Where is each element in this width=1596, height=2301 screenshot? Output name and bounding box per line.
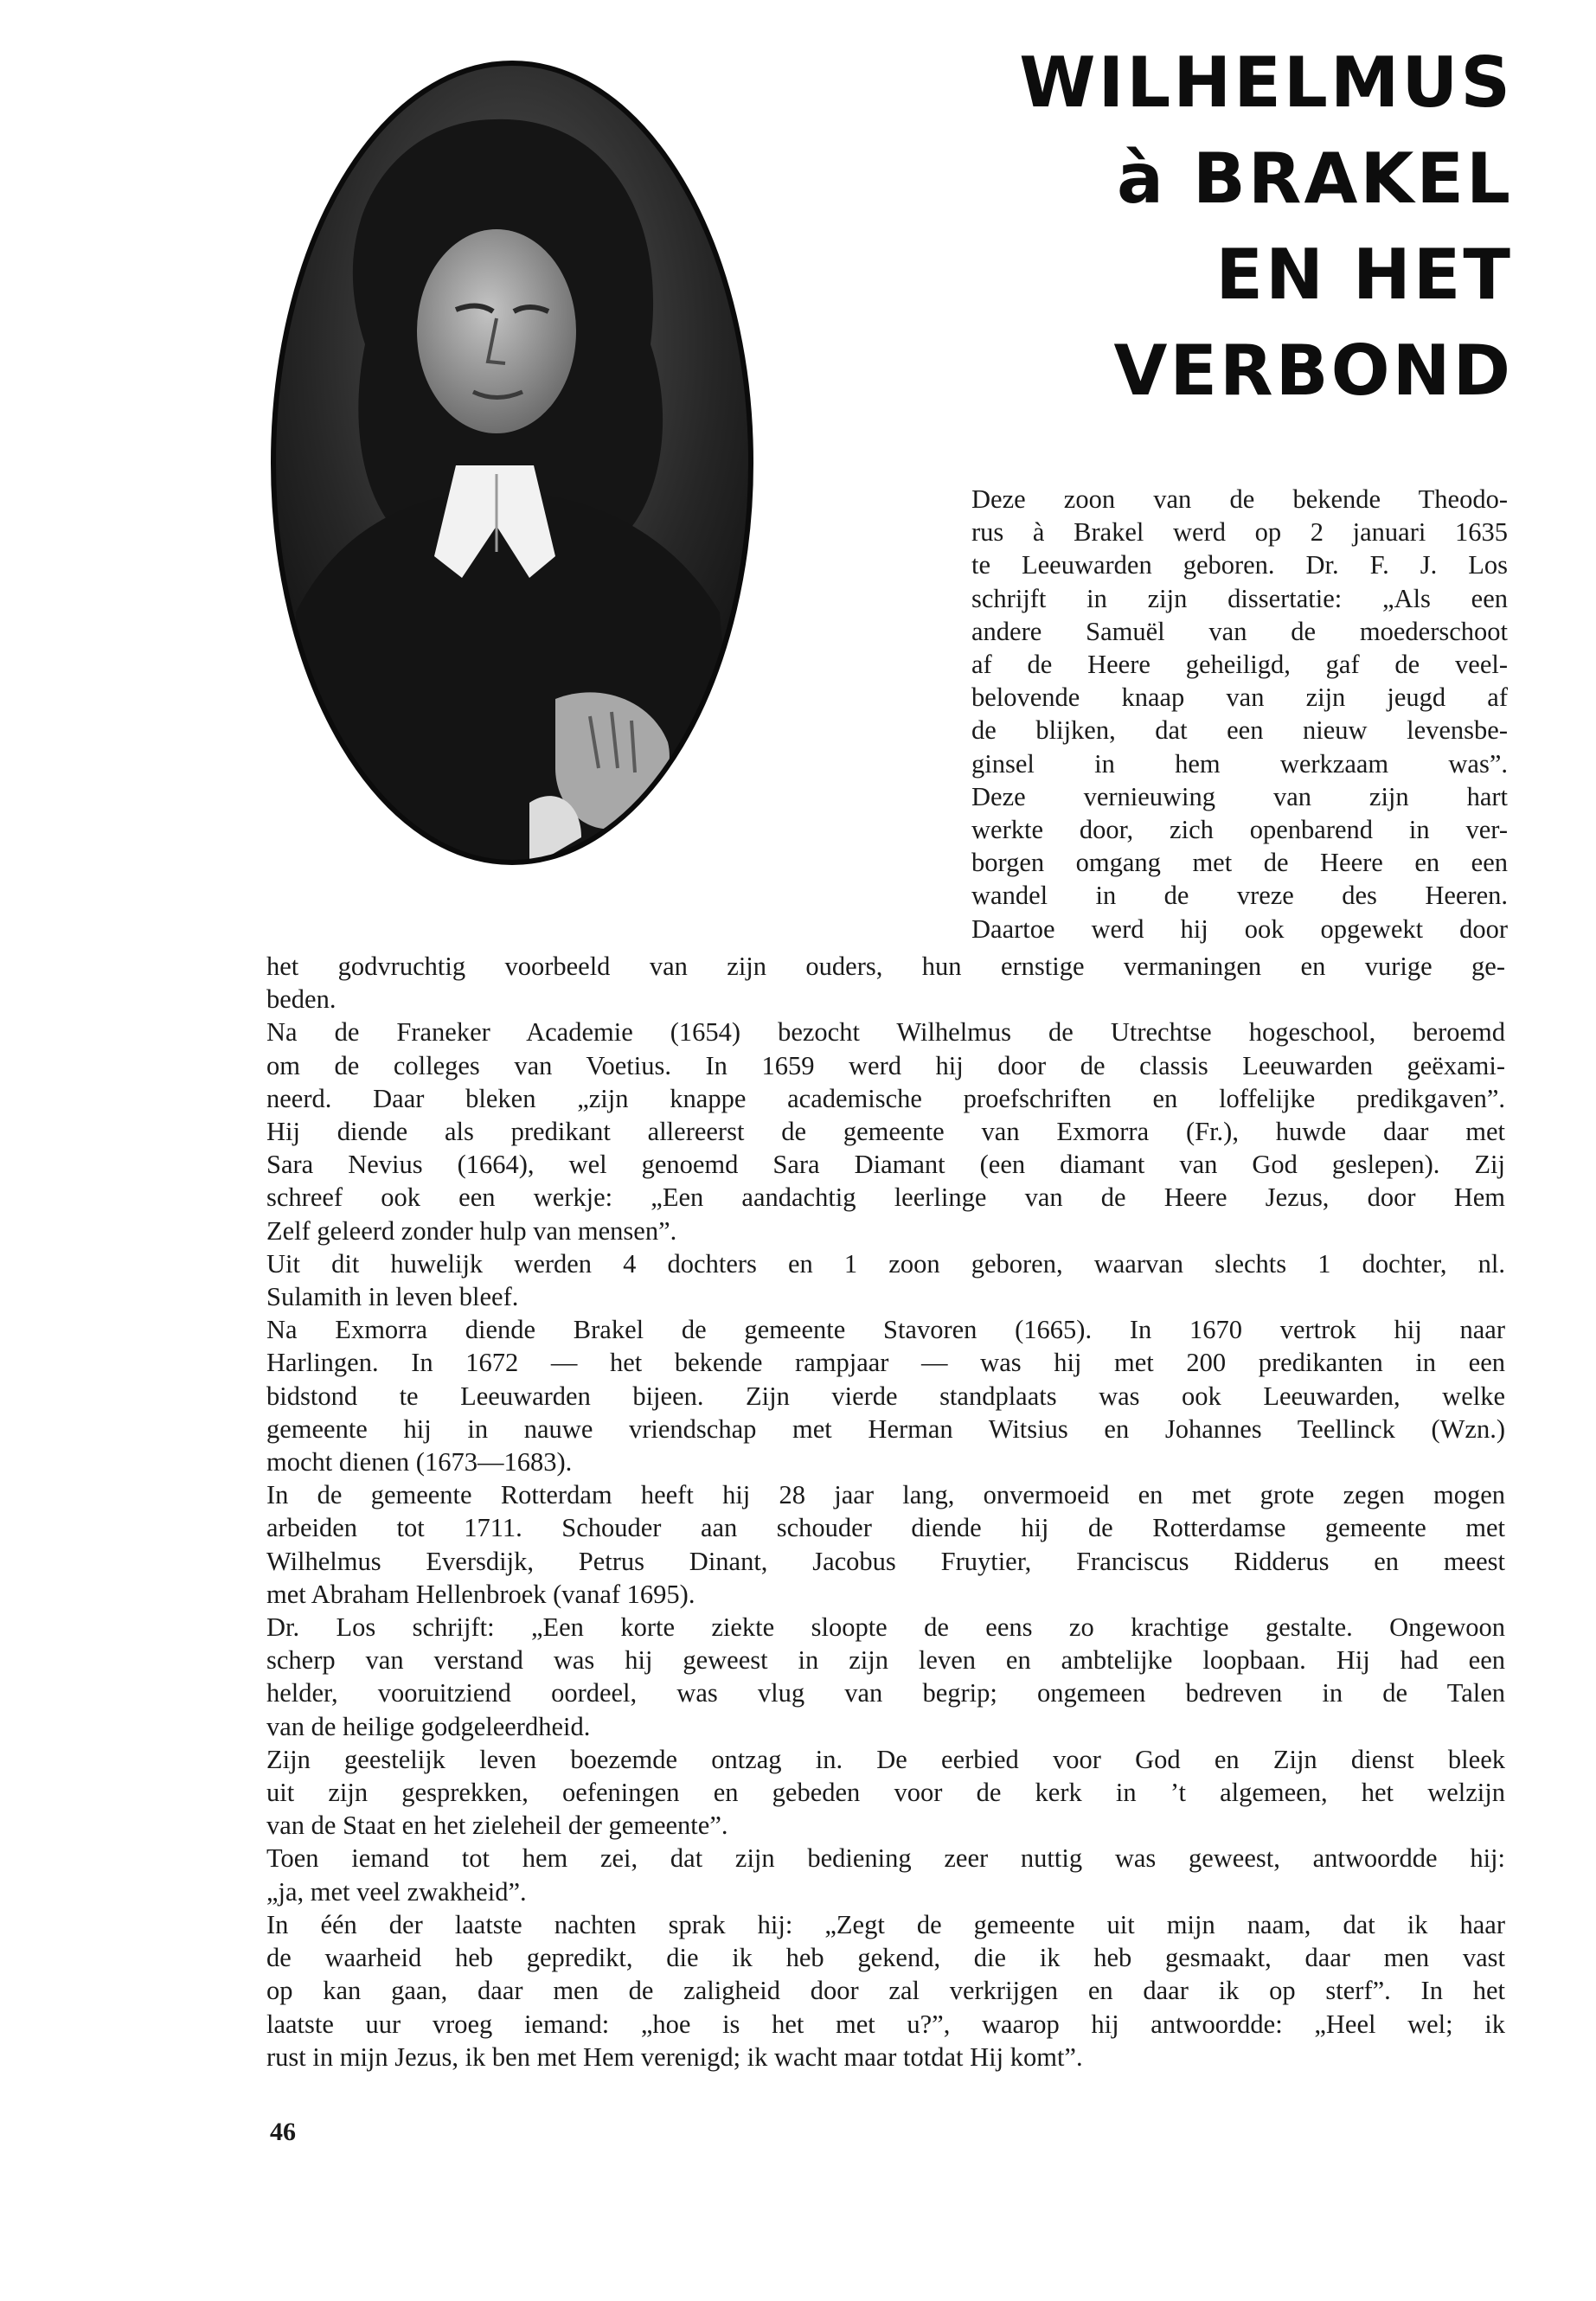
body-line: Sulamith in leven bleef. [266,1282,519,1312]
body-line: Sara Nevius (1664), wel genoemd Sara Diamant (een diamant van God geslepen). Zij [266,1150,1505,1180]
lede-line: Deze vernieuwing van zijn hart [971,781,1508,811]
portrait-face [417,229,576,433]
body-line: Na de Franeker Academie (1654) bezocht Wilhelmus de Utrechtse hogeschool, beroemd [266,1017,1505,1048]
body-line: de waarheid heb gepredikt, die ik heb gekend, die ik heb gesmaakt, daar men vast [266,1943,1505,1973]
title-line: WILHELMUS [1019,42,1513,123]
article-title [907,35,1513,419]
body-line: Na Exmorra diende Brakel de gemeente Stavoren (1665). In 1670 vertrok hij naar [266,1315,1505,1345]
body-line: In één der laatste nachten sprak hij: „Zegt de gemeente uit mijn naam, dat ik haar [266,1909,1505,1939]
lede-line: andere Samuël van de moederschoot [971,616,1508,646]
body-line: bidstond te Leeuwarden bijeen. Zijn vierde standplaats was ook Leeuwarden, welke [266,1381,1505,1411]
body-line: „ja, met veel zwakheid”. [266,1876,527,1907]
body-line: Zijn geestelijk leven boezemde ontzag in. De eerbied voor God en Zijn dienst bleek [266,1744,1505,1774]
lede-line: belovende knaap van zijn jeugd af [971,683,1508,713]
title-line: EN HET [1215,234,1513,315]
body-line: het godvruchtig voorbeeld van zijn ouders, hun ernstige vermaningen en vurige ge- [266,952,1505,981]
lede-line: werkte door, zich openbarend in ver- [971,815,1508,845]
lede-line: rus à Brakel werd op 2 januari 1635 [971,517,1508,548]
title-line: à BRAKEL [1117,138,1513,219]
title-line: VERBOND [1113,330,1513,411]
body-line: scherp van verstand was hij geweest in zijn leven en ambtelijke loopbaan. Hij had een [266,1645,1505,1676]
portrait-image [270,59,754,868]
portrait-svg [270,59,754,868]
body-line: met Abraham Hellenbroek (vanaf 1695). [266,1579,695,1609]
article-body [266,950,1505,2073]
body-line: Harlingen. In 1672 — het bekende rampjaar — was hij met 200 predikanten in een [266,1348,1505,1378]
body-line: Uit dit huwelijk werden 4 dochters en 1 zoon geboren, waarvan slechts 1 dochter, nl. [266,1248,1505,1279]
body-line: Zelf geleerd zonder hulp van mensen”. [266,1215,677,1246]
body-line: schreef ook een werkje: „Een aandachtig leerlinge van de Heere Jezus, door Hem [266,1183,1505,1213]
body-line: neerd. Daar bleken „zijn knappe academische proefschriften en loffelijke predikgaven”. [266,1083,1505,1113]
lede-line: borgen omgang met de Heere en een [971,848,1508,878]
body-line: helder, vooruitziend oordeel, was vlug van begrip; ongemeen bedreven in de Talen [266,1678,1505,1708]
lede-column [971,483,1508,945]
body-line: In de gemeente Rotterdam heeft hij 28 jaar lang, onvermoeid en met grote zegen mogen [266,1480,1505,1510]
body-line: Wilhelmus Eversdijk, Petrus Dinant, Jacobus Fruytier, Franciscus Ridderus en meest [266,1546,1505,1576]
lede-line: wandel in de vreze des Heeren. [971,881,1508,911]
lede-line: schrijft in zijn dissertatie: „Als een [971,583,1508,613]
body-line: beden. [266,984,337,1015]
body-line: Dr. Los schrijft: „Een korte ziekte sloopte de eens zo krachtige gestalte. Ongewoon [266,1612,1505,1643]
lede-line: de blijken, dat een nieuw levensbe- [971,715,1508,746]
lede-line: af de Heere geheiligd, gaf de veel- [971,650,1508,680]
body-line: mocht dienen (1673—1683). [266,1447,573,1477]
lede-line: te Leeuwarden geboren. Dr. F. J. Los [971,550,1508,580]
body-line: van de Staat en het zieleheil der gemeente”. [266,1811,728,1841]
body-line: uit zijn gesprekken, oefeningen en gebeden voor de kerk in ’t algemeen, het welzijn [266,1778,1505,1808]
body-line: laatste uur vroeg iemand: „hoe is het met u?”, waarop hij antwoordde: „Heel wel; ik [266,2009,1505,2039]
body-line: om de colleges van Voetius. In 1659 werd hij door de classis Leeuwarden geëxami- [266,1050,1505,1080]
lede-line: ginsel in hem werkzaam was”. [971,748,1508,779]
body-line: van de heilige godgeleerdheid. [266,1711,591,1741]
lede-line: Deze zoon van de bekende Theodo- [971,484,1508,514]
page-number: 46 [270,2118,296,2146]
body-line: Toen iemand tot hem zei, dat zijn bediening zeer nuttig was geweest, antwoordde hij: [266,1843,1505,1874]
body-line: gemeente hij in nauwe vriendschap met Herman Witsius en Johannes Teellinck (Wzn.) [266,1413,1505,1444]
body-line: rust in mijn Jezus, ik ben met Hem verenigd; ik wacht maar totdat Hij komt”. [266,2041,1083,2072]
body-line: op kan gaan, daar men de zaligheid door zal verkrijgen en daar ik op sterf”. In het [266,1976,1505,2006]
body-line: arbeiden tot 1711. Schouder aan schouder diende hij de Rotterdamse gemeente met [266,1513,1505,1543]
body-line: Hij diende als predikant allereerst de gemeente van Exmorra (Fr.), huwde daar met [266,1117,1505,1147]
lede-line: Daartoe werd hij ook opgewekt door [971,913,1508,944]
